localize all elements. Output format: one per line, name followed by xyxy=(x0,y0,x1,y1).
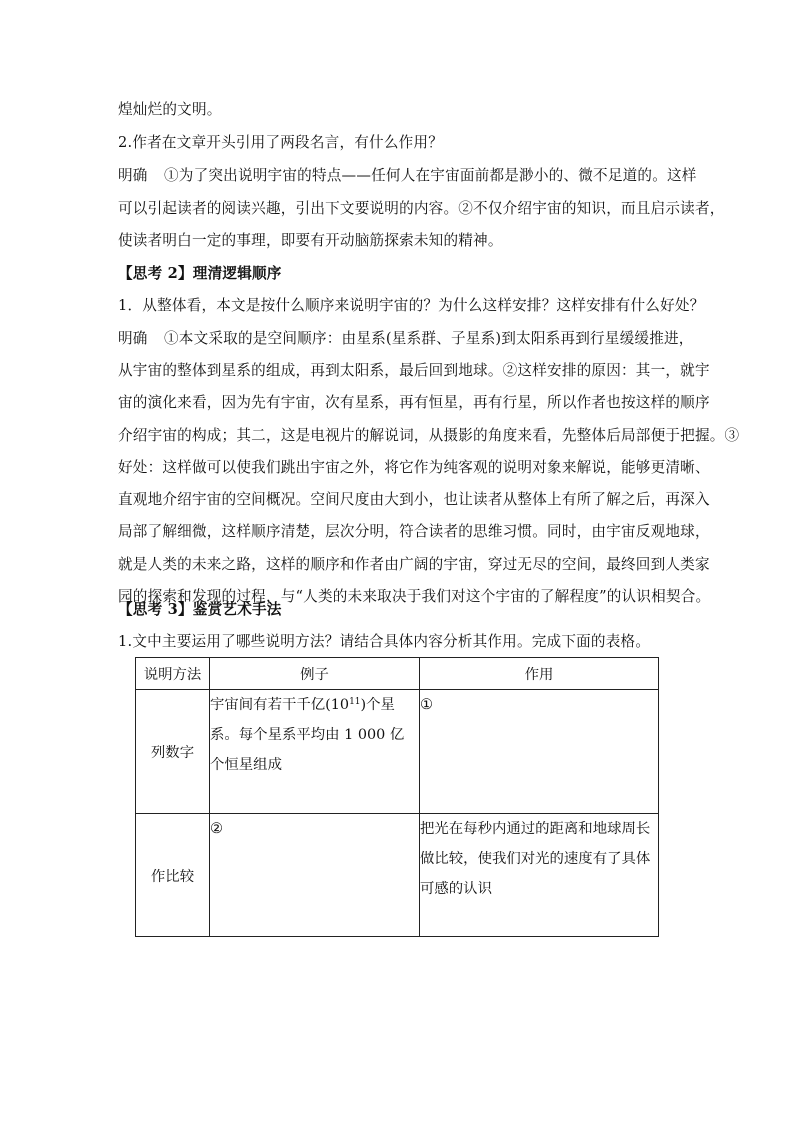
effect-line: 做比较，使我们对光的速度有了具体 xyxy=(420,851,651,867)
question-2-answer-line-3: 使读者明白一定的事理，即要有开动脑筋探索未知的精神。 xyxy=(118,232,503,249)
question-2-answer-line-2: 可以引起读者的阅读兴趣，引出下文要说明的内容。②不仅介绍宇宙的知识，而且启示读者， xyxy=(118,200,725,217)
column-header-effect: 作用 xyxy=(420,658,659,690)
question-1-prompt: 1．从整体看，本文是按什么顺序来说明宇宙的？为什么这样安排？这样安排有什么好处？ xyxy=(118,297,705,314)
exponent: 11 xyxy=(349,697,361,707)
question-1-answer-line-2: 从宇宙的整体到星系的组成，再到太阳系，最后回到地球。②这样安排的原因：其一，就宇 xyxy=(118,362,710,379)
question-1-answer-line-5: 好处：这样做可以使我们跳出宇宙之外，将它作为纯客观的说明对象来解说，能够更清晰、 xyxy=(118,459,710,476)
table-header-row xyxy=(136,658,659,690)
section-heading-sikao-2: 【思考 2】理清逻辑顺序 xyxy=(118,265,282,282)
table-row xyxy=(136,690,659,814)
paragraph-continuation: 煌灿烂的文明。 xyxy=(118,101,222,118)
blank-marker: ① xyxy=(420,697,433,713)
question-1-answer-line-3: 宙的演化来看，因为先有宇宙，次有星系，再有恒星，再有行星，所以作者也按这样的顺序 xyxy=(118,394,710,411)
method-cell: 作比较 xyxy=(136,814,210,937)
example-cell xyxy=(210,690,420,814)
question-3-prompt: 1.文中主要运用了哪些说明方法？请结合具体内容分析其作用。完成下面的表格。 xyxy=(118,633,651,650)
question-1-answer-line-4: 介绍宇宙的构成；其二，这是电视片的解说词，从摄影的角度来看，先整体后局部便于把握。③ xyxy=(118,427,740,444)
answer-text: ①本文采取的是空间顺序：由星系(星系群、子星系)到太阳系再到行星缓缓推进， xyxy=(164,330,694,347)
question-1-answer-line-9: 园的探索和发现的过程，与“人类的未来取决于我们对这个宇宙的了解程度”的认识相契合。 xyxy=(118,588,711,605)
question-1-answer-line-6: 直观地介绍宇宙的空间概况。空间尺度由大到小，也让读者从整体上有所了解之后，再深入 xyxy=(118,491,710,508)
method-cell: 列数字 xyxy=(136,690,210,814)
effect-cell xyxy=(420,814,659,937)
explanation-methods-table xyxy=(135,657,659,937)
question-2-answer-line-1 xyxy=(118,166,697,186)
example-line: 个恒星组成 xyxy=(210,757,282,773)
answer-label: 明确 xyxy=(118,167,148,184)
question-1-answer-line-1 xyxy=(118,329,694,349)
effect-cell xyxy=(420,690,659,814)
example-line: 系。每个星系平均由 1 000 亿 xyxy=(210,727,405,743)
section-heading-sikao-3: 【思考 3】鉴赏艺术手法 xyxy=(118,601,282,618)
question-2-prompt: 2.作者在文章开头引用了两段名言，有什么作用？ xyxy=(118,134,443,151)
column-header-method: 说明方法 xyxy=(136,658,210,690)
blank-marker: ② xyxy=(210,821,223,837)
effect-line: 把光在每秒内通过的距离和地球周长 xyxy=(420,821,651,837)
answer-label: 明确 xyxy=(118,330,148,347)
question-1-answer-line-7: 局部了解细微，这样顺序清楚，层次分明，符合读者的思维习惯。同时，由宇宙反观地球， xyxy=(118,523,710,540)
answer-text: ①为了突出说明宇宙的特点——任何人在宇宙面前都是渺小的、微不足道的。这样 xyxy=(164,167,697,184)
question-1-answer-line-8: 就是人类的未来之路，这样的顺序和作者由广阔的宇宙，穿过无尽的空间，最终回到人类家 xyxy=(118,556,710,573)
table-row xyxy=(136,814,659,937)
effect-line: 可感的认识 xyxy=(420,881,492,897)
example-line: 宇宙间有若干千亿$(10^{11})$个星 xyxy=(210,697,395,713)
example-cell xyxy=(210,814,420,937)
column-header-example: 例子 xyxy=(210,658,420,690)
